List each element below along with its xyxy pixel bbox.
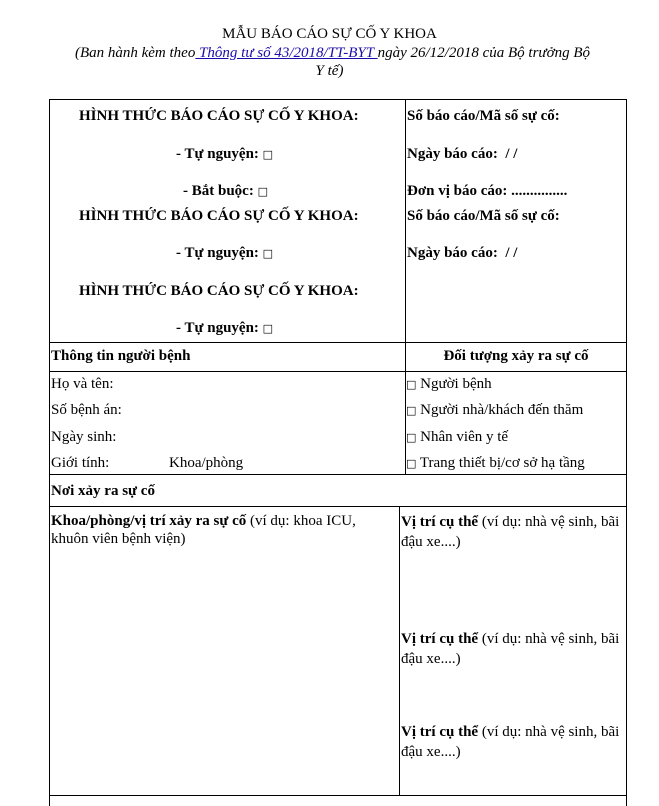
checkbox-icon[interactable]: □ — [406, 431, 417, 444]
checkbox-icon[interactable]: □ — [406, 378, 417, 391]
report-number-label: Số báo cáo/Mã số sự cố: — [407, 208, 560, 224]
checkbox-icon[interactable]: □ — [257, 185, 268, 198]
column-divider — [399, 506, 400, 795]
report-number-label: Số báo cáo/Mã số sự cố: — [407, 108, 560, 124]
report-unit-label: Đơn vị báo cáo: ............... — [407, 183, 568, 199]
subject-option-staff[interactable]: □ Nhân viên y tế — [406, 429, 509, 445]
date-of-birth-label: Ngày sinh: — [51, 429, 117, 445]
specific-location-field: Vị trí cụ thể (ví dụ: nhà vệ sinh, bãi đậu xe....) — [401, 631, 620, 667]
subject-option-visitor[interactable]: □ Người nhà/khách đến thăm — [406, 402, 584, 418]
patient-info-heading: Thông tin người bệnh — [51, 348, 191, 364]
checkbox-icon[interactable]: □ — [262, 322, 274, 335]
checkbox-icon[interactable]: □ — [406, 457, 417, 470]
table-right-border — [626, 99, 627, 806]
report-form-heading: HÌNH THỨC BÁO CÁO SỰ CỐ Y KHOA: — [79, 108, 359, 124]
voluntary-option[interactable]: - Tự nguyện: □ — [176, 320, 274, 336]
report-date-label: Ngày báo cáo: / / — [407, 245, 518, 261]
specific-location-field: Vị trí cụ thể (ví dụ: nhà vệ sinh, bãi đậu xe....) — [401, 514, 620, 550]
report-date-label: Ngày báo cáo: / / — [407, 146, 518, 162]
specific-location-field: Vị trí cụ thể (ví dụ: nhà vệ sinh, bãi đậu xe....) — [401, 724, 620, 760]
subject-option-equipment[interactable]: □ Trang thiết bị/cơ sở hạ tầng — [406, 455, 585, 471]
medical-record-label: Số bệnh án: — [51, 402, 122, 418]
document-title: MẪU BÁO CÁO SỰ CỐ Y KHOA — [222, 26, 437, 42]
row-divider — [49, 506, 627, 507]
mandatory-option[interactable]: - Bắt buộc: □ — [183, 183, 268, 199]
patient-name-label: Họ và tên: — [51, 376, 114, 392]
table-top-border — [49, 99, 627, 100]
row-divider — [49, 371, 627, 372]
voluntary-option[interactable]: - Tự nguyện: □ — [176, 146, 274, 162]
gender-label: Giới tính: — [51, 455, 110, 471]
subject-option-patient[interactable]: □ Người bệnh — [406, 376, 492, 392]
voluntary-option[interactable]: - Tự nguyện: □ — [176, 245, 274, 261]
row-divider — [49, 474, 627, 475]
subtitle-suffix: ngày 26/12/2018 của Bộ trưởng Bộ — [377, 45, 591, 61]
circular-link[interactable]: Thông tư số 43/2018/TT-BYT — [195, 45, 378, 61]
row-divider — [49, 342, 627, 343]
row-divider — [49, 795, 627, 796]
subtitle-line2: Y tế) — [315, 63, 344, 79]
subject-heading: Đối tượng xảy ra sự cố — [443, 348, 589, 364]
table-left-border — [49, 99, 50, 806]
checkbox-icon[interactable]: □ — [406, 404, 417, 417]
checkbox-icon[interactable]: □ — [262, 148, 274, 161]
checkbox-icon[interactable]: □ — [262, 247, 274, 260]
document-subtitle — [50, 44, 615, 62]
subtitle-prefix: (Ban hành kèm theo — [74, 45, 196, 61]
department-label: Khoa/phòng — [169, 455, 244, 471]
report-form-heading: HÌNH THỨC BÁO CÁO SỰ CỐ Y KHOA: — [79, 208, 359, 224]
report-form-heading: HÌNH THỨC BÁO CÁO SỰ CỐ Y KHOA: — [79, 283, 359, 299]
location-heading: Nơi xảy ra sự cố — [51, 483, 155, 499]
department-location-field: Khoa/phòng/vị trí xảy ra sự cố (ví dụ: khoa ICU, khuôn viên bệnh viện) — [51, 513, 356, 547]
